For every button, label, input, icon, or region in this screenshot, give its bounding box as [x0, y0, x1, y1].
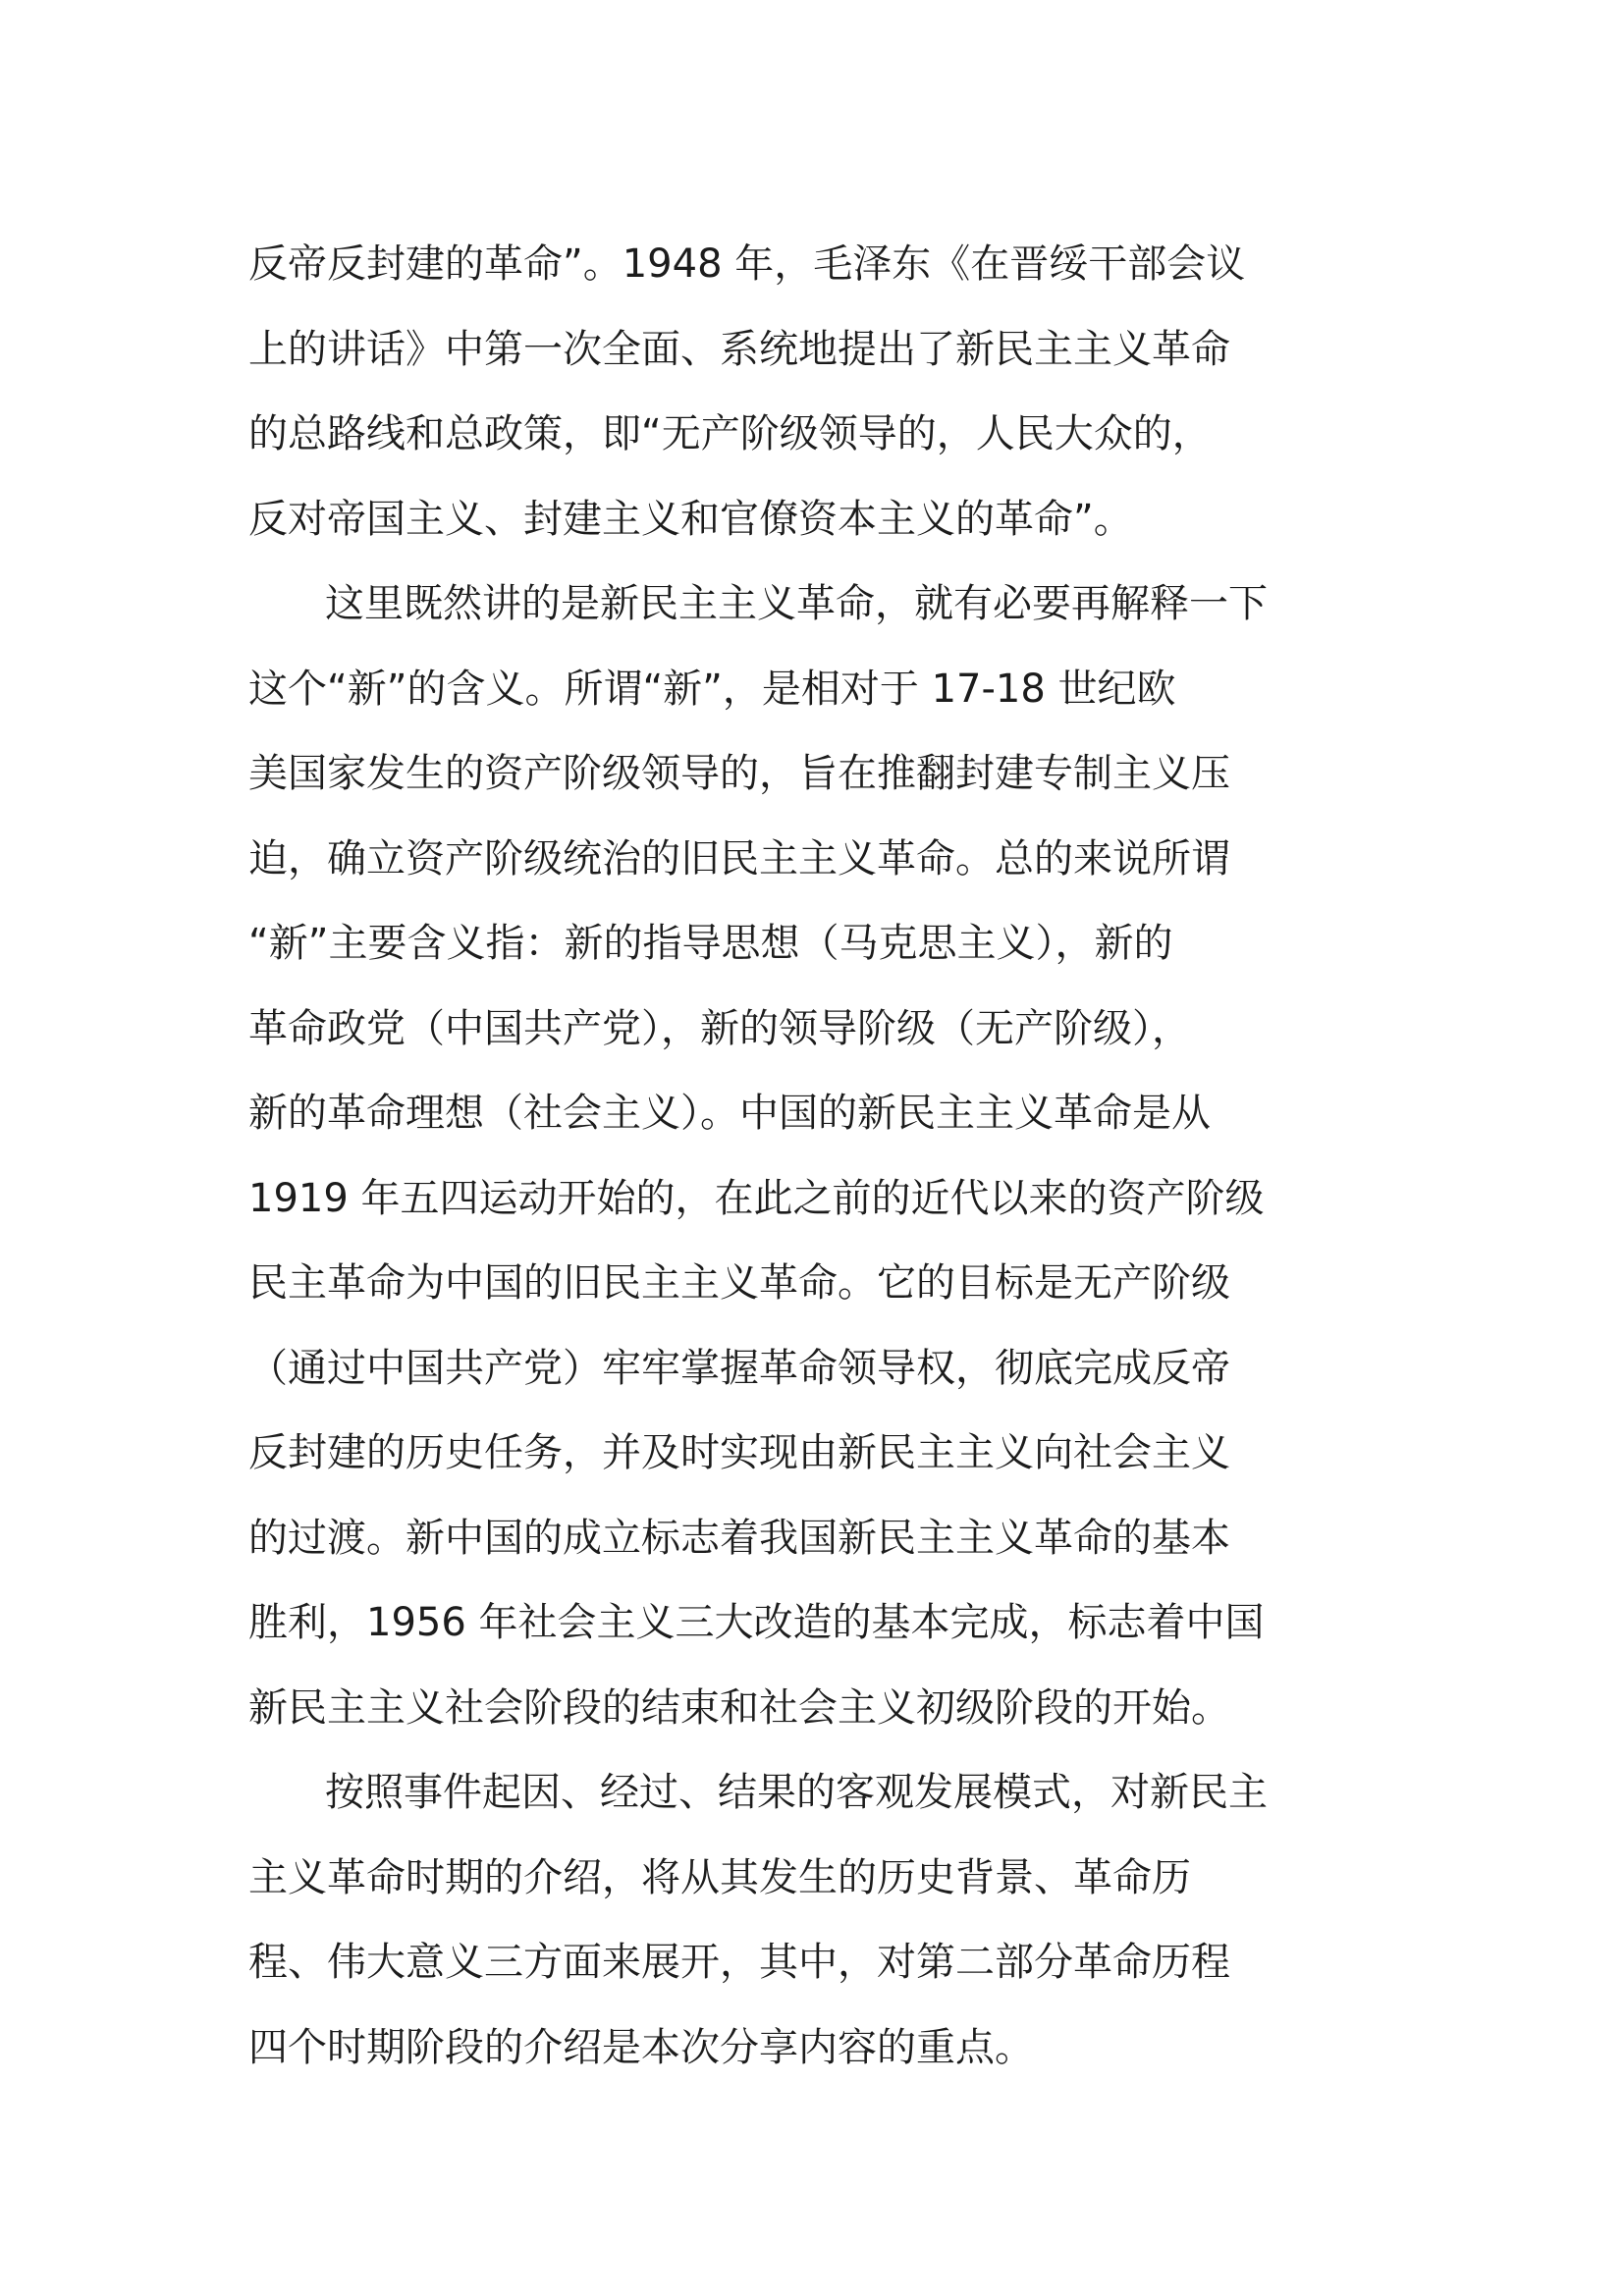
paragraph-1-line-4: 反对帝国主义、封建主义和官僚资本主义的革命”。: [248, 496, 1133, 542]
paragraph-2-line-11: 反封建的历史任务，并及时实现由新民主主义向社会主义: [248, 1430, 1230, 1475]
paragraph-2-line-14: 新民主主义社会阶段的结束和社会主义初级阶段的开始。: [248, 1684, 1230, 1731]
paragraph-2-line-12: 的过渡。新中国的成立标志着我国新民主主义革命的基本: [248, 1515, 1230, 1561]
paragraph-1-line-3: 的总路线和总政策，即“无产阶级领导的，人民大众的，: [248, 411, 1212, 456]
paragraph-2-line-13: 胜利，1956 年社会主义三大改造的基本完成，标志着中国: [248, 1600, 1265, 1645]
paragraph-3-line-1: 按照事件起因、经过、结果的客观发展模式，对新民主: [325, 1770, 1268, 1815]
paragraph-3-line-3: 程、伟大意义三方面来展开，其中，对第二部分革命历程: [248, 1940, 1230, 1985]
paragraph-2-line-4: 迫，确立资产阶级统治的旧民主主义革命。总的来说所谓: [248, 835, 1230, 881]
paragraph-2-line-10: （通过中国共产党）牢牢掌握革命领导权，彻底完成反帝: [248, 1345, 1230, 1391]
paragraph-1-line-2: 上的讲话》中第一次全面、系统地提出了新民主主义革命: [248, 326, 1230, 372]
paragraph-2-line-1: 这里既然讲的是新民主主义革命，就有必要再解释一下: [325, 581, 1268, 626]
paragraph-2-line-9: 民主革命为中国的旧民主主义革命。它的目标是无产阶级: [248, 1260, 1230, 1306]
paragraph-2-line-5: “新”主要含义指：新的指导思想（马克思主义），新的: [248, 921, 1173, 966]
paragraph-3-line-2: 主义革命时期的介绍，将从其发生的历史背景、革命历: [248, 1854, 1191, 1900]
paragraph-2-line-3: 美国家发生的资产阶级领导的，旨在推翻封建专制主义压: [248, 751, 1230, 796]
paragraph-2-line-7: 新的革命理想（社会主义）。中国的新民主主义革命是从: [248, 1091, 1211, 1136]
document-body: [248, 222, 1387, 2090]
paragraph-1-line-1: 反帝反封建的革命”。1948 年，毛泽东《在晋绥干部会议: [248, 241, 1246, 287]
paragraph-2-line-6: 革命政党（中国共产党），新的领导阶级（无产阶级），: [248, 1005, 1191, 1051]
paragraph-2-line-2: 这个“新”的含义。所谓“新”，是相对于 17-18 世纪欧: [248, 666, 1176, 712]
paragraph-2-line-8: 1919 年五四运动开始的，在此之前的近代以来的资产阶级: [248, 1175, 1265, 1221]
paragraph-3-line-4: 四个时期阶段的介绍是本次分享内容的重点。: [248, 2024, 1034, 2070]
